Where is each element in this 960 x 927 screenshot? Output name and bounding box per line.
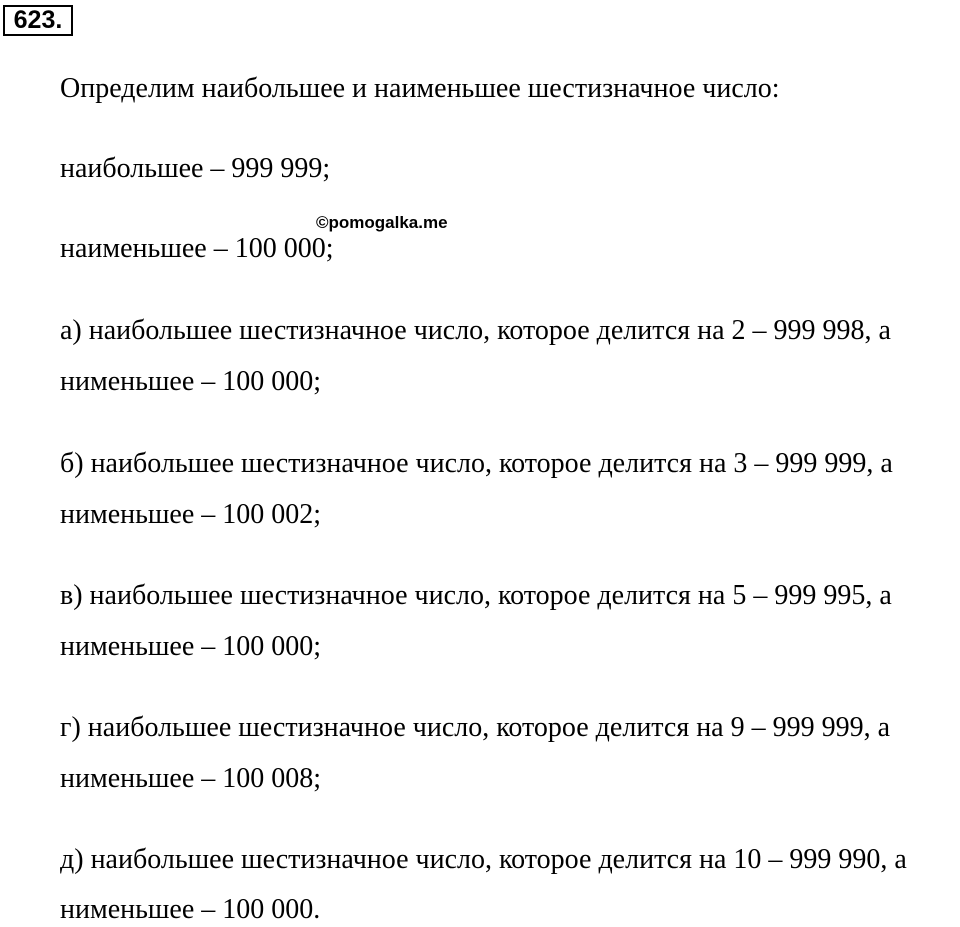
min-six-digit-line: наименьшее – 100 000; xyxy=(60,233,334,264)
item-g-line-1: г) наибольшее шестизначное число, которое делится на 9 – 999 999, а xyxy=(60,712,891,743)
item-d-line-1: д) наибольшее шестизначное число, которое делится на 10 – 999 990, а xyxy=(60,844,907,875)
item-a-line-2: нименьшее – 100 000; xyxy=(60,366,322,397)
item-b-line-2: нименьшее – 100 002; xyxy=(60,499,322,530)
intro-line: Определим наибольшее и наименьшее шестизначное число: xyxy=(60,73,780,104)
item-v-line-2: нименьшее – 100 000; xyxy=(60,631,322,662)
item-v-line-1: в) наибольшее шестизначное число, которое делится на 5 – 999 995, а xyxy=(60,580,892,611)
item-b-line-1: б) наибольшее шестизначное число, которое делится на 3 – 999 999, а xyxy=(60,448,893,479)
max-six-digit-line: наибольшее – 999 999; xyxy=(60,153,331,184)
problem-number-badge: 623. xyxy=(3,5,73,36)
item-g-line-2: нименьшее – 100 008; xyxy=(60,763,322,794)
watermark-text: ©pomogalka.me xyxy=(316,213,448,232)
item-a-line-1: а) наибольшее шестизначное число, которое делится на 2 – 999 998, а xyxy=(60,315,891,346)
item-d-line-2: нименьшее – 100 000. xyxy=(60,894,321,925)
